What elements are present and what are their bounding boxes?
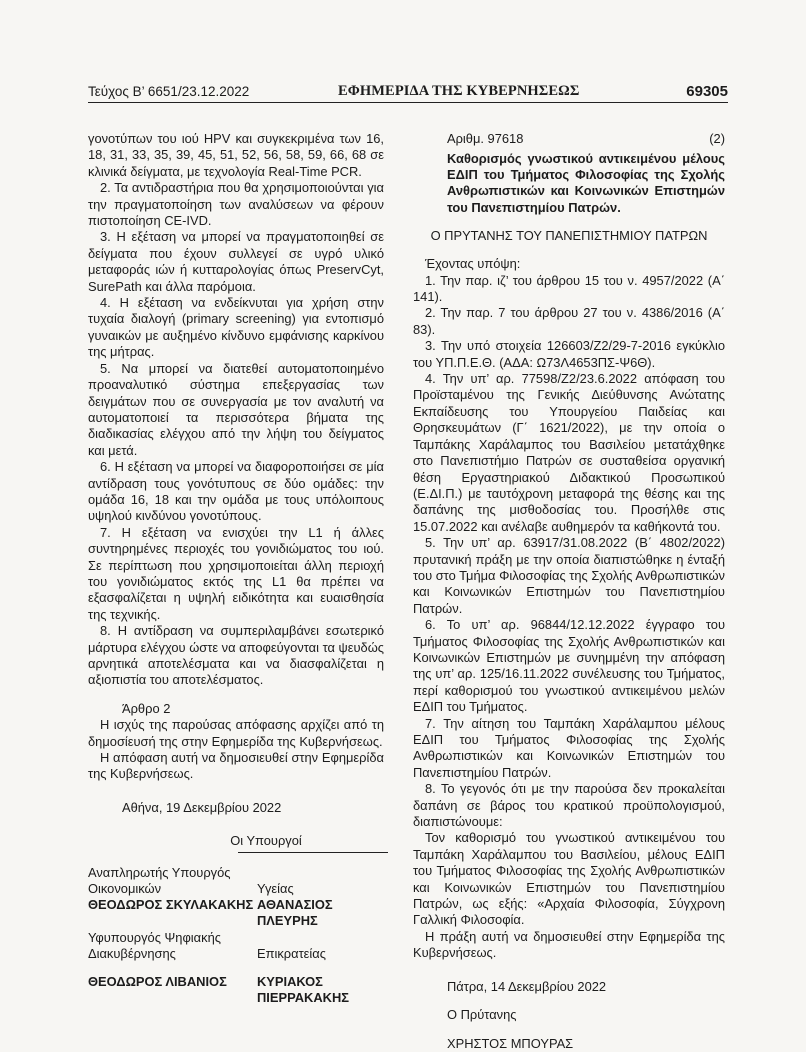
paragraph: 5. Την υπ’ αρ. 63917/31.08.2022 (Β΄ 4802/2022) πρυτανική πράξη με την οποία διαπιστώθηκε η ένταξή του στο Τμήμα Φιλοσοφίας της Σχολής Ανθρωπιστικών και Κοινωνικών Επιστημών του Πανεπιστημίου Πατρών. xyxy=(413,535,725,616)
ministers-title: Οι Υπουργοί xyxy=(230,833,302,849)
right-column xyxy=(413,131,725,1052)
signature-role: Διακυβέρνησης xyxy=(88,945,176,961)
place-date: Αθήνα, 19 Δεκεμβρίου 2022 xyxy=(122,799,282,815)
decree-title: Καθορισμός γνωστικού αντικειμένου μέλους ΕΔΙΠ του Τμήματος Φιλοσοφίας της Σχολής Ανθρωπιστικών και Κοινωνικών Επιστημών του Πανεπιστημίου Πατρών. xyxy=(447,151,725,215)
paragraph: 6. Το υπ’ αρ. 96844/12.12.2022 έγγραφο του Τμήματος Φιλοσοφίας της Σχολής Ανθρωπιστικών και Κοινωνικών Επιστημών με συνημμένη την απόφαση της υπ’ αρ. 125/16.11.2022 συνέλευσης του Τμήματος, περί καθορισμού του γνωστικού αντικειμένου μελών ΕΔΙΠ του Τμήματος. xyxy=(413,617,725,715)
paragraph: 7. Η εξέταση να ενισχύει την L1 ή άλλες συντηρημένες περιοχές του γονιδιώματος του ιού. Σε περίπτωση που χρησιμοποιείται άλλη περιοχή του γονιδιώματος εκτός της L1 θα πρέπει να εξασφαλίζεται η υψηλή ειδικότητα και ευαισθησία της τεχνικής. xyxy=(88,524,384,622)
paragraph: 2. Την παρ. 7 του άρθρου 27 του ν. 4386/2016 (Α΄ 83). xyxy=(413,305,725,337)
paragraph: Η ισχύς της παρούσας απόφασης αρχίζει από τη δημοσίευσή της στην Εφημερίδα της Κυβερνήσεως. xyxy=(88,717,384,749)
paragraph: 6. Η εξέταση να μπορεί να διαφοροποιήσει σε μία αντίδραση τους γονότυπους σε δύο ομάδες: την ομάδα 16, 18 και την ομάδα με τους υπόλοιπους υψηλού κινδύνου γονοτύπους. xyxy=(88,459,384,524)
rector-heading: Ο ΠΡΥΤΑΝΗΣ ΤΟΥ ΠΑΝΕΠΙΣΤΗΜΙΟΥ ΠΑΤΡΩΝ xyxy=(430,227,708,243)
signature-name: ΚΥΡΙΑΚΟΣ ΠΙΕΡΡΑΚΑΚΗΣ xyxy=(257,973,350,1006)
signature-role: Υφυπουργός Ψηφιακής xyxy=(88,929,221,945)
paragraph: γονοτύπων του ιού HPV και συγκεκριμένα των 16, 18, 31, 33, 35, 39, 45, 51, 52, 56, 58, 59, 66, 68 σε κλινικά δείγματα, με τεχνολογία Real-Time PCR. xyxy=(88,131,384,179)
issue-number: Τεύχος Β’ 6651/23.12.2022 xyxy=(88,84,250,99)
page-header xyxy=(88,82,728,103)
decree-number: Αριθμ. 97618 xyxy=(447,131,524,146)
paragraph: 4. Η εξέταση να ενδείκνυται για χρήση στην τυχαία διαλογή (primary screening) για εντοπισμό γυναικών με αυξημένο κίνδυνο εμφάνισης καρκίνου της μήτρας. xyxy=(88,295,384,360)
signature-role: Αναπληρωτής Υπουργός xyxy=(88,864,231,880)
paragraph: Έχοντας υπόψη: xyxy=(425,256,521,272)
place-date: Πάτρα, 14 Δεκεμβρίου 2022 xyxy=(447,978,607,994)
paragraph: 1. Την παρ. ιζ’ του άρθρου 15 του ν. 4957/2022 (Α΄ 141). xyxy=(413,272,725,305)
decree-header xyxy=(413,131,725,147)
signature-role: Επικρατείας xyxy=(257,945,326,961)
paragraph: Τον καθορισμό του γνωστικού αντικειμένου του Ταμπάκη Χαράλαμπου του Βασιλείου, μέλους ΕΔΙΠ του Τμήματος Φιλοσοφίας της Σχολής Ανθρωπιστικών και Κοινωνικών Επιστημών του Πανεπιστημίου Πατρών, ως εξής: «Αρχαία Φιλοσοφία, Σύγχρονη Γαλλική Φιλοσοφία. xyxy=(413,830,725,928)
paragraph: 4. Την υπ’ αρ. 77598/Ζ2/23.6.2022 απόφαση του Προϊσταμένου της Γενικής Διεύθυνσης Ανώτατης Εκπαίδευσης του Υπουργείου Παιδείας και Θρησκευμάτων (Γ΄ 1621/2022), με την οποία ο Ταμπάκης Χαράλαμπος του Βασιλείου μετατάχθηκε στο Πανεπιστήμιο Πατρών σε συσταθείσα οργανική θέση Εργαστηριακού Διδακτικού Προσωπικού (Ε.ΔΙ.Π.) με ταυτόχρονη μεταφορά της θέσης και της δαπάνης της μισθοδοσίας του. Προσήλθε στις 15.07.2022 και ανέλαβε αυθημερόν τα καθήκοντά του. xyxy=(413,371,725,534)
paragraph: 8. Η αντίδραση να συμπεριλαμβάνει εσωτερικό μάρτυρα ελέγχου ώστε να αποφεύγονται τα ψευδώς αρνητικά αποτελέσματα και να διασφαλίζεται η αξιοπιστία του αποτελέσματος. xyxy=(88,623,384,688)
page-number: 69305 xyxy=(686,83,728,100)
decree-order: (2) xyxy=(709,131,725,146)
paragraph: Η πράξη αυτή να δημοσιευθεί στην Εφημερίδα της Κυβερνήσεως. xyxy=(413,928,725,961)
paragraph: 2. Τα αντιδραστήρια που θα χρησιμοποιούνται για την πραγματοποίηση των αναλύσεων να φέρουν πιστοποίηση CE-IVD. xyxy=(88,180,384,229)
left-column xyxy=(88,131,384,1006)
signature-role: Υγείας xyxy=(257,880,294,896)
paragraph: 8. Το γεγονός ότι με την παρούσα δεν προκαλείται δαπάνη σε βάρος του κρατικού προϋπολογισμού, διαπιστώνουμε: xyxy=(413,781,725,830)
paragraph: 7. Την αίτηση του Ταμπάκη Χαράλαμπου μέλους ΕΔΙΠ του Τμήματος Φιλοσοφίας της Σχολής Ανθρωπιστικών και Κοινωνικών Επιστημών του Πανεπιστημίου Πατρών. xyxy=(413,715,725,780)
paragraph: 5. Να μπορεί να διατεθεί αυτοματοποιημένο προαναλυτικό σύστημα επεξεργασίας των δειγμάτων που σε συνεργασία με τον αναλυτή να αυτοματοποιεί τα περισσότερα βήματα της διαδικασίας ελέγχου από την λήψη του δείγματος και μετά. xyxy=(88,360,384,458)
paragraph: Η απόφαση αυτή να δημοσιευθεί στην Εφημερίδα της Κυβερνήσεως. xyxy=(88,750,384,782)
signature-name: ΘΕΟΔΩΡΟΣ ΛΙΒΑΝΙΟΣ xyxy=(88,973,227,989)
signer-name: ΧΡΗΣΤΟΣ ΜΠΟΥΡΑΣ xyxy=(447,1035,574,1051)
signature-name: ΘΕΟΔΩΡΟΣ ΣΚΥΛΑΚΑΚΗΣ xyxy=(88,896,254,912)
article-heading: Άρθρο 2 xyxy=(122,700,171,716)
divider xyxy=(238,852,388,853)
ministers-heading xyxy=(88,833,384,852)
paragraph: 3. Η εξέταση να μπορεί να πραγματοποιηθεί σε δείγματα που έχουν συλλεγεί σε υγρό υλικό μεταφοράς ιών ή κυτταρολογίας όπως PreservCyt, SurePath και άλλα παρόμοια. xyxy=(88,229,384,294)
gazette-title: ΕΦΗΜΕΡΙΔΑ ΤΗΣ ΚΥΒΕΡΝΗΣΕΩΣ xyxy=(338,83,580,99)
signature-role: Οικονομικών xyxy=(88,880,162,896)
signer-title: Ο Πρύτανης xyxy=(447,1007,517,1023)
signature-name: ΑΘΑΝΑΣΙΟΣ ΠΛΕΥΡΗΣ xyxy=(257,896,333,929)
paragraph: 3. Την υπό στοιχεία 126603/Ζ2/29-7-2016 εγκύκλιο του ΥΠ.Π.Ε.Θ. (ΑΔΑ: Ω73Λ4653ΠΣ-Ψ6Θ). xyxy=(413,338,725,370)
